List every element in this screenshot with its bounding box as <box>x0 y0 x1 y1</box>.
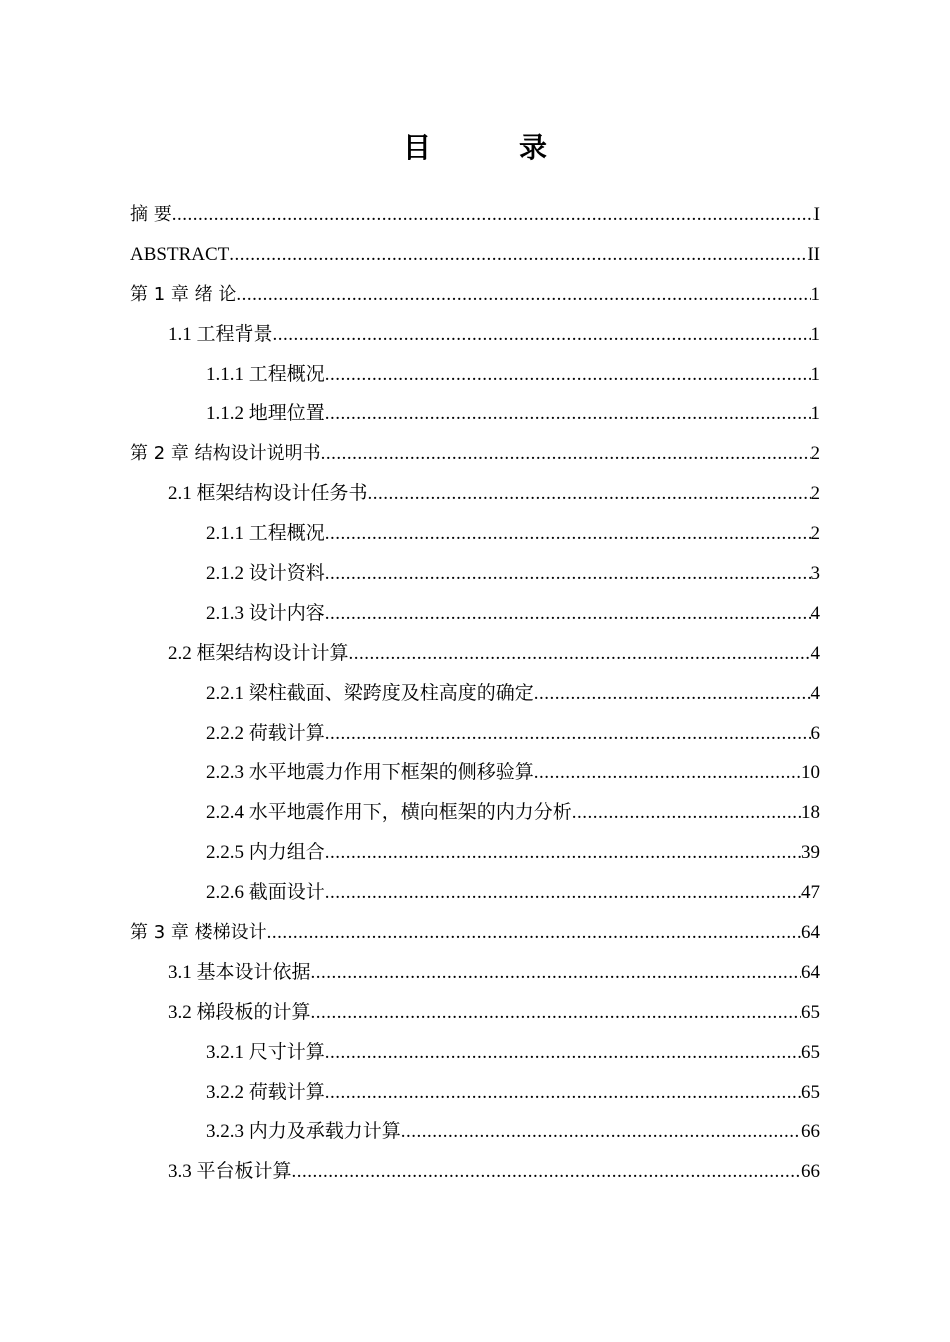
dot-leader <box>292 1152 801 1192</box>
toc-entry[interactable] <box>130 1073 820 1113</box>
toc-entry-title: 2.1.1 工程概况 <box>206 523 325 545</box>
dot-leader <box>325 394 811 434</box>
toc-entry[interactable] <box>130 394 820 434</box>
dot-leader <box>325 594 811 634</box>
dot-leader <box>534 753 801 793</box>
toc-entry-page-number: 1 <box>810 363 820 385</box>
toc-entry-title: 2.1.2 设计资料 <box>206 563 325 585</box>
dot-leader <box>572 793 801 833</box>
toc-entry-title: 第 3 章 楼梯设计 <box>130 922 267 944</box>
toc-entry-title: 1.1.1 工程概况 <box>206 363 325 385</box>
toc-entry-page-number: 66 <box>801 1161 820 1183</box>
toc-entry-page-number: 64 <box>801 922 820 944</box>
table-of-contents <box>130 195 820 1192</box>
toc-entry[interactable] <box>130 594 820 634</box>
toc-entry-page-number: 1 <box>810 323 820 345</box>
dot-leader <box>325 873 801 913</box>
dot-leader <box>172 195 814 235</box>
toc-entry-page-number: II <box>807 243 820 265</box>
toc-entry[interactable] <box>130 993 820 1033</box>
dot-leader <box>368 474 811 514</box>
toc-entry-title: 2.2.3 水平地震力作用下框架的侧移验算 <box>206 762 534 784</box>
toc-entry-title: 2.2.4 水平地震作用下，横向框架的内力分析 <box>206 802 572 824</box>
dot-leader <box>325 1073 801 1113</box>
toc-entry-page-number: 1 <box>810 283 820 305</box>
toc-entry-page-number: 64 <box>801 961 820 983</box>
toc-entry[interactable] <box>130 953 820 993</box>
dot-leader <box>229 235 807 275</box>
dot-leader <box>325 554 811 594</box>
toc-entry[interactable] <box>130 753 820 793</box>
toc-entry-title: 2.1.3 设计内容 <box>206 602 325 624</box>
toc-entry[interactable] <box>130 714 820 754</box>
toc-entry[interactable] <box>130 434 820 474</box>
toc-entry-title: 1.1 工程背景 <box>168 323 273 345</box>
toc-entry[interactable] <box>130 913 820 953</box>
dot-leader <box>534 674 811 714</box>
toc-entry-page-number: 10 <box>801 762 820 784</box>
toc-entry-page-number: 3 <box>810 563 820 585</box>
toc-entry-title: 2.2.6 截面设计 <box>206 882 325 904</box>
toc-entry[interactable] <box>130 833 820 873</box>
toc-entry-title: 2.2.1 梁柱截面、梁跨度及柱高度的确定 <box>206 682 534 704</box>
toc-entry-title: 第 1 章 绪 论 <box>130 283 237 305</box>
toc-entry-page-number: 66 <box>801 1121 820 1143</box>
toc-entry-page-number: 6 <box>810 722 820 744</box>
toc-entry[interactable] <box>130 275 820 315</box>
toc-entry-title: 摘 要 <box>130 204 172 225</box>
toc-entry-page-number: 4 <box>810 682 820 704</box>
toc-entry-title: 2.2.2 荷载计算 <box>206 722 325 744</box>
toc-entry[interactable] <box>130 195 820 235</box>
page-title: 目 录 <box>402 131 577 164</box>
toc-entry-title: 3.1 基本设计依据 <box>168 961 311 983</box>
toc-entry-title: 3.2.2 荷载计算 <box>206 1081 325 1103</box>
toc-entry[interactable] <box>130 793 820 833</box>
toc-entry-page-number: 2 <box>810 523 820 545</box>
toc-entry-title: 第 2 章 结构设计说明书 <box>130 443 321 465</box>
toc-entry-page-number: 39 <box>801 842 820 864</box>
toc-entry[interactable] <box>130 634 820 674</box>
toc-entry[interactable] <box>130 674 820 714</box>
toc-entry-page-number: 2 <box>810 483 820 505</box>
dot-leader <box>325 514 811 554</box>
toc-entry-page-number: 1 <box>810 403 820 425</box>
toc-entry-title: 2.2 框架结构设计计算 <box>168 642 349 664</box>
toc-entry[interactable] <box>130 1033 820 1073</box>
toc-entry-page-number: 2 <box>810 443 820 465</box>
toc-entry-title: 2.2.5 内力组合 <box>206 842 325 864</box>
toc-entry[interactable] <box>130 315 820 355</box>
toc-entry-page-number: 4 <box>810 642 820 664</box>
toc-entry-title: 1.1.2 地理位置 <box>206 403 325 425</box>
toc-entry[interactable] <box>130 1112 820 1152</box>
dot-leader <box>311 993 801 1033</box>
dot-leader <box>325 833 801 873</box>
dot-leader <box>325 355 811 395</box>
dot-leader <box>273 315 811 355</box>
toc-entry[interactable] <box>130 554 820 594</box>
dot-leader <box>236 275 810 315</box>
dot-leader <box>325 714 811 754</box>
toc-entry[interactable] <box>130 474 820 514</box>
toc-entry-title: 3.2.1 尺寸计算 <box>206 1041 325 1063</box>
toc-entry[interactable] <box>130 355 820 395</box>
toc-entry-page-number: 65 <box>801 1001 820 1023</box>
toc-entry-title: 2.1 框架结构设计任务书 <box>168 483 368 505</box>
toc-entry-page-number: 65 <box>801 1081 820 1103</box>
toc-entry-title: ABSTRACT <box>130 243 230 265</box>
toc-entry-page-number: 65 <box>801 1041 820 1063</box>
toc-entry-page-number: 4 <box>810 602 820 624</box>
toc-entry-page-number: 18 <box>801 802 820 824</box>
dot-leader <box>349 634 811 674</box>
dot-leader <box>311 953 801 993</box>
dot-leader <box>401 1112 801 1152</box>
toc-entry-page-number: I <box>813 204 820 225</box>
toc-entry-page-number: 47 <box>801 882 820 904</box>
dot-leader <box>325 1033 801 1073</box>
toc-entry[interactable] <box>130 514 820 554</box>
toc-entry-title: 3.2.3 内力及承载力计算 <box>206 1121 401 1143</box>
toc-entry[interactable] <box>130 1152 820 1192</box>
dot-leader <box>267 913 801 953</box>
toc-entry[interactable] <box>130 873 820 913</box>
toc-entry-title: 3.2 梯段板的计算 <box>168 1001 311 1023</box>
dot-leader <box>321 434 811 474</box>
toc-entry-title: 3.3 平台板计算 <box>168 1161 292 1183</box>
toc-entry[interactable] <box>130 235 820 275</box>
